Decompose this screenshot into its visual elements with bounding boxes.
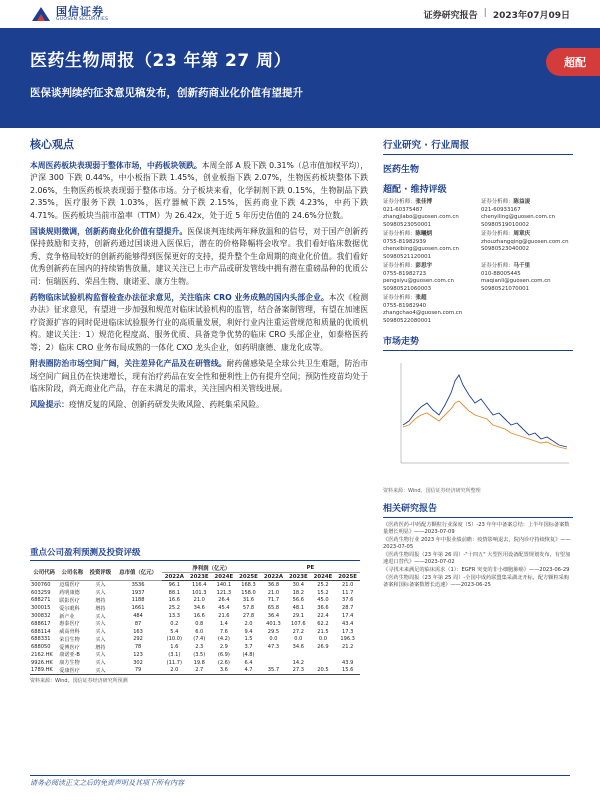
table-cell <box>286 651 311 659</box>
analyst-card <box>383 295 475 325</box>
table-cell: 688114 <box>31 628 51 635</box>
analyst-card <box>481 263 573 293</box>
table-cell: 1789.HK <box>30 667 58 675</box>
table-cell: 11.7 <box>341 589 354 596</box>
table-cell: 0.0 <box>318 636 328 643</box>
table-cell: (2.6) <box>217 659 230 666</box>
table-cell: 21.5 <box>317 628 329 635</box>
table-cell: 9926.HK <box>31 659 53 666</box>
table-row <box>30 643 360 651</box>
core-views-heading: 核心观点 <box>30 138 74 151</box>
analyst-email[interactable]: zhangjiabo@guosen.com.cn <box>383 214 459 220</box>
table-cell: 26.9 <box>317 644 329 651</box>
table-cell: 34.6 <box>193 605 205 612</box>
table-cell: 196.3 <box>340 636 355 643</box>
index-series-line <box>403 401 567 449</box>
analyst-name: 陈益凌 <box>513 199 531 205</box>
table-cell: 增持 <box>95 644 106 651</box>
table-cell: 1.6 <box>170 644 179 651</box>
year-header: 2023E <box>187 573 212 581</box>
table-cell <box>335 651 360 659</box>
table-cell: 买入 <box>95 652 106 659</box>
table-cell: 16.6 <box>193 613 205 620</box>
table-cell <box>261 651 286 659</box>
report-date: 2023年07月09日 <box>492 10 570 21</box>
analyst-name: 马千里 <box>513 263 531 269</box>
analyst-role: 证券分析师： <box>481 199 514 205</box>
table-cell: 688050 <box>31 644 51 651</box>
table-cell: 27.3 <box>286 667 311 675</box>
divider <box>383 154 573 155</box>
analyst-email[interactable]: zhouzhangqing@guosen.com.cn <box>481 238 569 245</box>
related-report-item[interactable]: 《寻找未来满足的临床需求（1）：EGFR 突变的非小细胞肺癌》——2023-06-29 <box>383 567 570 573</box>
rating-badge: 超配 <box>546 48 600 76</box>
table-cell: 17.4 <box>341 613 354 620</box>
table-cell: 78 <box>134 644 142 651</box>
table-cell: 3.6 <box>212 667 237 675</box>
table-cell: 15.6 <box>335 667 360 675</box>
table-cell: 21.2 <box>341 644 354 651</box>
table-cell: (6.9) <box>217 651 230 658</box>
analyst-phone: 010-88005445 <box>481 270 521 277</box>
table-cell: 21.0 <box>267 589 280 596</box>
table-cell: 36.6 <box>317 605 329 612</box>
table-cell: 158.0 <box>241 589 256 596</box>
table-cell: 123 <box>133 651 143 658</box>
industry-label: 行业研究 · 行业周报 <box>383 140 470 151</box>
analyst-name: 周章庆 <box>513 231 531 237</box>
table-cell: 新产业 <box>59 613 75 620</box>
table-cell: 0.8 <box>195 620 204 627</box>
table-cell: 爱尔眼科 <box>59 605 80 612</box>
table-cell: 71.7 <box>267 597 280 604</box>
table-cell: 27.2 <box>292 628 305 635</box>
analyst-role: 证券分析师： <box>481 231 514 237</box>
table-cell: 688617 <box>31 620 51 627</box>
analyst-email[interactable]: maqianli@guosen.com.cn <box>481 278 551 284</box>
table-cell: 4.7 <box>236 667 261 675</box>
table-cell: 57.8 <box>242 605 255 612</box>
table-cell: 买入 <box>95 621 106 628</box>
table-cell: 买入 <box>95 582 106 589</box>
paragraph-market-body: 本周全部 A 股下跌 0.31%（总市值加权平均），沪深 300 下跌 0.44%，中小板指下跌 1.45%，创业板指下跌 2.07%，生物医药板块整体下跌 2.06%，生物医药板块表现弱于整体市场。分子板块来看，化学制剂下跌 0.15%，生物制品下跌 2.35%，医疗服务下跌 1.03%，医疗器械下跌 2.15%，医药商业下跌 4.23%，中药下跌 4.71%。医药板块当前市盈率（TTM）为 26.42x，处于近 5 年历史估值的 24.6%分位数。 <box>30 161 369 220</box>
col-mcap: 总市值（亿元） <box>114 563 161 581</box>
analyst-name: 张超 <box>415 295 427 301</box>
table-cell: 买入 <box>95 636 106 643</box>
report-subtitle: 医保谈判续约征求意见稿发布，创新药商业化价值有望提升 <box>30 87 303 99</box>
sector-label: 医药生物 <box>383 165 420 175</box>
col-pe: PE <box>261 563 360 573</box>
year-header: 2025E <box>236 573 261 581</box>
table-cell: 101.3 <box>191 589 207 596</box>
paragraph-cro-body: 本次《检测办法》征求意见，有望进一步加强和规范对临床试验机构的监管，结合备案制管理，有望在加速医疗资源扩容的同时促进临床试验服务行业的高质量发展，利好行业内注重运营规范和质量的优质机构。建议关注：1）规范化程度高、服务优质、具备竞争优势的临床 CRO 头部企业，如泰格医药等；2）临床 CRO 业务布局成熟的一体化 CXO 龙头企业，如药明康德、康龙化成等。 <box>30 293 369 352</box>
table-cell: 买入 <box>95 660 106 667</box>
table-cell: 21.0 <box>193 597 205 604</box>
paragraph-nrdl <box>30 226 368 288</box>
analyst-role: 证券分析师： <box>481 263 514 269</box>
paragraph-market-highlight: 本周医药板块表现弱于整体市场，中药板块领跌。 <box>30 161 202 170</box>
table-cell: 36.8 <box>267 581 280 588</box>
analyst-cert: S0980521070001 <box>481 285 530 292</box>
table-cell: 300760 <box>31 581 51 588</box>
table-cell: 惠泰医疗 <box>59 621 80 628</box>
col-code: 公司代码 <box>30 563 58 581</box>
table-cell: 45.4 <box>218 605 230 612</box>
report-title: 医药生物周报（23 年第 27 周） <box>30 51 292 71</box>
table-cell: 96.1 <box>168 581 180 588</box>
table-cell: 康诺亚-B <box>59 652 80 659</box>
table-cell: 22.4 <box>317 613 329 620</box>
related-report-item[interactable]: 《医药医药-中药配方颗粒行业深度（5）-23 年年中备案总结：上半年国标备案数量增长明显》——2023-07-09 <box>383 522 570 535</box>
table-cell: 292 <box>133 636 143 643</box>
table-cell: 2.7 <box>187 667 212 675</box>
table-cell: 2.0 <box>244 620 253 627</box>
table-row <box>30 659 360 667</box>
table-cell: (3.5) <box>193 651 206 658</box>
table-cell: 688331 <box>31 636 51 643</box>
table-cell: (11.7) <box>166 659 182 666</box>
table-cell: 48.1 <box>292 605 305 612</box>
table-cell: 163 <box>133 628 143 635</box>
table-cell: 31.6 <box>242 597 255 604</box>
logo-chinese: 国信证券 <box>56 4 104 18</box>
analyst-email[interactable]: chenxibing@guosen.com.cn <box>383 246 459 252</box>
table-cell: 9.4 <box>244 628 253 635</box>
table-cell: 2.0 <box>162 667 187 675</box>
paragraph-amr-body: 耐药菌感染是全球公共卫生难题，防治市场空间广阔且仍在快速增长，现有治疗药品在安全性和便利性上仍有提升空间；预防性疫苗均处于临床阶段，尚无商业化产品，存在未满足的需求，关注国内相关管线进展。 <box>30 359 368 393</box>
analyst-card <box>383 231 475 261</box>
table-cell: 116.4 <box>191 581 207 588</box>
table-cell: 买入 <box>86 667 114 675</box>
col-net-profit: 净利润（亿元） <box>162 563 261 573</box>
analyst-card <box>481 199 573 229</box>
table-cell: 34.6 <box>292 644 305 651</box>
table-cell: 14.2 <box>292 659 305 666</box>
year-header: 2022A <box>162 573 187 581</box>
table-cell: 603259 <box>31 589 51 596</box>
sector-series-line <box>403 375 567 447</box>
table-cell: 3536 <box>131 581 145 588</box>
table-row <box>30 667 360 675</box>
analyst-role: 证券分析师： <box>383 263 416 269</box>
table-cell: 0.0 <box>269 636 278 643</box>
forecast-table-section <box>30 546 360 684</box>
table-cell: 药明康德 <box>59 590 80 597</box>
table-cell: 21.6 <box>218 613 230 620</box>
table-cell: (4.8) <box>242 651 255 658</box>
table-row <box>30 620 360 628</box>
analyst-role: 证券分析师： <box>383 199 416 205</box>
table-cell: 121.3 <box>216 589 232 596</box>
table-cell: 0.2 <box>170 620 179 627</box>
table-source: 资料来源：Wind、国信证券经济研究所预测 <box>30 678 128 685</box>
guosen-logo-icon <box>30 5 52 23</box>
col-rating: 投资评级 <box>86 563 114 581</box>
table-cell: 荣昌生物 <box>59 636 80 643</box>
year-header: 2024E <box>212 573 237 581</box>
table-cell: 168.3 <box>241 581 256 588</box>
table-cell: 56.6 <box>292 597 305 604</box>
forecast-table <box>30 563 360 675</box>
table-cell: 35.7 <box>261 667 286 675</box>
analyst-cert: S0980522080001 <box>383 317 432 324</box>
analyst-name: 陈曦炳 <box>415 231 433 237</box>
table-cell: 1.5 <box>244 636 253 643</box>
chart-source: 资料来源：Wind、国信证券经济研究所整理 <box>383 488 481 494</box>
table-cell: (10.0) <box>166 636 182 643</box>
table-cell: 康方生物 <box>59 660 80 667</box>
table-cell: 13.3 <box>168 613 180 620</box>
table-cell: 43.9 <box>341 659 354 666</box>
table-cell: 买入 <box>95 613 106 620</box>
table-cell: 484 <box>133 613 143 620</box>
table-cell: 联影医疗 <box>59 597 80 604</box>
table-cell <box>311 651 336 659</box>
analyst-phone: 0755-81982940 <box>383 302 427 309</box>
table-cell: 2.3 <box>195 644 204 651</box>
table-cell: 300015 <box>31 605 51 612</box>
table-cell: (4.2) <box>217 636 230 643</box>
table-cell: 79 <box>114 667 161 675</box>
analyst-cert: S0980521060003 <box>383 285 432 292</box>
core-views-column <box>30 130 368 412</box>
analyst-email[interactable]: chenyiling@guosen.com.cn <box>481 214 556 220</box>
table-cell: 300832 <box>31 613 51 620</box>
table-cell: 26.4 <box>218 597 230 604</box>
table-row <box>30 597 360 605</box>
table-cell: 16.6 <box>168 597 180 604</box>
analyst-card <box>383 263 475 293</box>
table-cell: 迈瑞医疗 <box>59 582 80 589</box>
table-cell: 爱康医疗 <box>58 667 86 675</box>
analyst-phone: 021-60375487 <box>383 206 423 213</box>
table-row <box>30 581 360 589</box>
paragraph-risk-highlight: 风险提示： <box>30 400 69 410</box>
table-cell: 3.7 <box>244 644 253 651</box>
table-cell: 21.0 <box>341 581 354 588</box>
table-cell: 6.0 <box>195 628 204 635</box>
table-cell: 25.2 <box>317 581 329 588</box>
table-cell: 47.3 <box>267 644 280 651</box>
table-cell: 6.4 <box>244 659 253 666</box>
table-cell: 140.1 <box>216 581 232 588</box>
year-header: 2025E <box>335 573 360 581</box>
table-row <box>30 635 360 643</box>
table-cell: 5.4 <box>170 628 179 635</box>
table-cell <box>311 659 336 667</box>
top-header <box>0 0 600 28</box>
table-cell: 401.3 <box>266 620 281 627</box>
table-cell: 87 <box>134 620 142 627</box>
table-cell: 买入 <box>95 590 106 597</box>
table-cell: (3.1) <box>168 651 181 658</box>
rating-label: 超配 · 维持评级 <box>383 185 447 195</box>
analyst-cert: S0980523050001 <box>383 221 432 228</box>
table-cell: 威高骨科 <box>59 629 80 636</box>
paragraph-risk <box>30 399 368 411</box>
analyst-phone: 0755-81982723 <box>383 270 427 277</box>
analyst-cert: S0980523040002 <box>481 246 530 252</box>
table-row <box>30 651 360 659</box>
table-cell: 45.0 <box>317 597 329 604</box>
table-row <box>30 628 360 636</box>
divider <box>383 517 573 518</box>
market-trend-chart <box>383 355 573 485</box>
analyst-card <box>481 231 573 261</box>
table-cell: 30.4 <box>292 581 305 588</box>
analyst-card <box>383 199 475 229</box>
table-cell: 增持 <box>95 605 106 612</box>
table-cell: 25.2 <box>168 605 180 612</box>
table-cell: 19.8 <box>193 659 205 666</box>
table-cell: 43.4 <box>341 620 354 627</box>
table-cell: 28.7 <box>341 605 354 612</box>
paragraph-nrdl-body: 医保谈判连续两年释放温和的信号，对于国产创新药保持鼓励和支持，创新药通过国谈进入医保后，潜在的价格降幅将会收窄。我们看好临床数据优秀、竞争格局较好的创新药能够得到医保更好的支持，提升整个生命周期的商业化价值。我们看好优秀创新药在国内的持续销售放量，建议关注已上市产品或研发管线中拥有潜在重磅品种的优质公司：恒瑞医药、荣昌生物、康诺亚、康方生物。 <box>30 227 369 286</box>
paragraph-cro <box>30 292 368 354</box>
analyst-name: 彭思宇 <box>415 263 433 269</box>
table-cell: 688271 <box>31 597 51 604</box>
table-cell: 2.9 <box>219 644 228 651</box>
analyst-phone: 021-60933167 <box>481 206 521 213</box>
table-cell: 买入 <box>95 629 106 636</box>
analyst-list <box>383 199 573 327</box>
company-logo <box>30 5 108 23</box>
table-row <box>30 612 360 620</box>
year-header: 2023E <box>286 573 311 581</box>
table-cell: 7.6 <box>219 628 228 635</box>
related-report-item[interactable]: 《医药生物周报（23 年第 25 周）-全国中成药联盟集采湖北开标，配方颗粒采购备案和国标备案数增长迅速》——2023-06-25 <box>383 575 570 588</box>
sidebar-column <box>383 130 573 590</box>
analyst-role: 证券分析师： <box>383 295 416 301</box>
table-title: 重点公司盈利预测及投资评级 <box>30 546 360 561</box>
divider <box>383 350 573 351</box>
paragraph-cro-highlight: 药物临床试验机构监督检查办法征求意见，关注临床 CRO 业务成熟的国内头部企业。 <box>30 293 329 303</box>
disclaimer-footer: 请务必阅读正文之后的免责声明及其项下所有内容 <box>30 775 570 788</box>
table-cell: 1188 <box>131 597 145 604</box>
table-cell: 37.6 <box>341 597 354 604</box>
table-cell: 20.5 <box>311 667 336 675</box>
related-heading: 相关研究报告 <box>383 504 438 514</box>
analyst-role: 证券分析师： <box>383 231 416 237</box>
chart-heading: 市场走势 <box>383 337 420 347</box>
related-report-item[interactable]: 《医药生物周报（23 年第 26 周）-"十四五" 大型医用设备配置规划发布，有望加速进口替代》——2023-07-02 <box>383 552 571 565</box>
paragraph-risk-body: 疫情反复的风险、创新药研发失败风险、药耗集采风险。 <box>68 400 264 410</box>
col-name: 公司名称 <box>58 563 86 581</box>
paragraph-amr <box>30 358 368 395</box>
table-cell: 62.2 <box>317 620 329 627</box>
table-cell: 1.4 <box>219 620 228 627</box>
table-cell <box>261 659 286 667</box>
year-header: 2022A <box>261 573 286 581</box>
table-cell: 1661 <box>131 605 145 612</box>
paragraph-market <box>30 160 368 222</box>
market-trend-svg <box>383 355 573 485</box>
table-cell: 爱博医疗 <box>59 644 80 651</box>
analyst-cert: S0980519010002 <box>481 221 530 228</box>
table-cell: (7.4) <box>193 636 206 643</box>
analyst-email[interactable]: pengsiyu@guosen.com.cn <box>383 278 454 284</box>
table-cell: 17.3 <box>341 628 354 635</box>
year-header: 2024E <box>311 573 336 581</box>
analyst-cert: S0980521120001 <box>383 253 432 260</box>
analyst-name: 张佳博 <box>415 199 433 205</box>
table-cell: 增持 <box>95 597 106 604</box>
table-row <box>30 604 360 612</box>
table-cell: 88.1 <box>168 589 180 596</box>
logo-english: GUOSEN SECURITIES <box>56 16 109 22</box>
table-cell: 29.5 <box>267 628 280 635</box>
analyst-email[interactable]: zhangchao4@guosen.com.cn <box>383 310 463 316</box>
analyst-phone: 0755-81982939 <box>383 238 427 245</box>
table-cell: 302 <box>133 659 143 666</box>
table-cell: 65.8 <box>267 605 280 612</box>
table-cell: 0.0 <box>294 636 303 643</box>
table-cell: 29.1 <box>292 613 305 620</box>
table-cell: 107.6 <box>291 620 306 627</box>
related-reports-list <box>383 522 573 589</box>
paragraph-amr-highlight: 附表圈防治市场空间广阔，关注差异化产品及在研管线。 <box>30 359 227 369</box>
title-banner <box>0 28 600 128</box>
table-cell: 2162.HK <box>31 651 53 658</box>
report-type: 证券研究报告 <box>423 10 478 21</box>
table-cell: 27.8 <box>242 613 255 620</box>
table-cell: 36.4 <box>267 613 280 620</box>
table-cell: 1937 <box>131 589 145 596</box>
table-cell: 15.2 <box>317 589 329 596</box>
table-cell: 18.2 <box>292 589 305 596</box>
paragraph-nrdl-highlight: 国谈规则微调，创新药商业化价值有望提升。 <box>30 227 188 237</box>
related-report-item[interactable]: 《医药生物行业 2023 年中报业绩前瞻：疫情影响退去，院内诊疗持续恢复》——2023-07-05 <box>383 537 571 550</box>
meta-separator: | <box>483 7 487 18</box>
table-row <box>30 589 360 597</box>
